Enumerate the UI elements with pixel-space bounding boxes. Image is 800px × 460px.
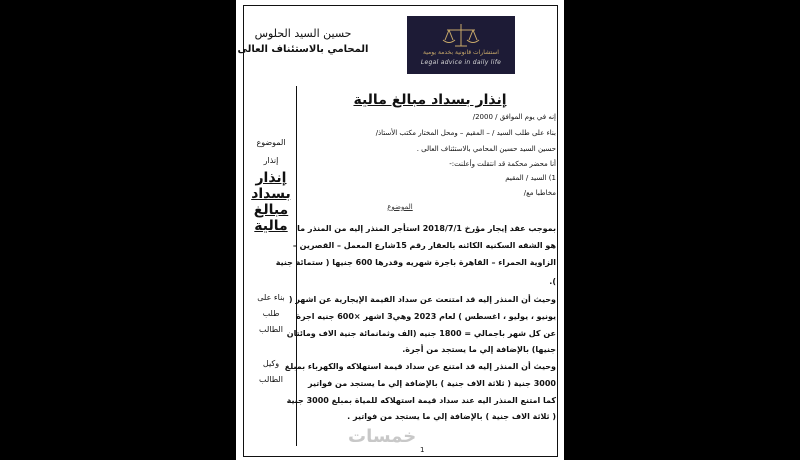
logo-arabic-text: استشارات قانونية بخدمة يومية — [423, 49, 499, 56]
body-line: جنيها) بالإضافة إلي ما يستجد من أجرة. — [402, 345, 556, 354]
body-line: ( ثلاثة الاف جنية ) بالإضافة إلي ما يستجد من فواتير . — [347, 412, 556, 421]
body-line: الزاوية الحمراء – القاهرة باجرة شهريه وقدرها 600 جنيها ( ستمائة جنية — [275, 258, 556, 267]
header-line: أنا محضر محكمة قد انتقلت وأعلنت:- — [449, 160, 556, 168]
header-line: بناء على طلب السيد / – المقيم – ومحل المختار مكتب الأستاذ/ — [375, 129, 556, 137]
lawyer-name: حسين السيد الحلوس — [254, 27, 352, 40]
subject-big — [246, 170, 296, 234]
header-line: إنه في يوم الموافق / 2000/ — [472, 113, 556, 121]
watermark: خمسات — [348, 426, 417, 447]
body-line: هو الشقه السكنيه الكائنه بالعقار رقم 15شارع المعمل – القصرين – — [292, 241, 556, 250]
body-line: يونيو ، يوليو ، اغسطس ) لعام 2023 وهي3 اشهر ×600 جنيه اجرة — [296, 312, 556, 321]
body-line: وحيث أن المنذر إليه قد امتنع عن سداد قيمة استهلاكه والكهرباء بمبلغ — [284, 362, 556, 371]
page-number: 1 — [420, 446, 425, 454]
body-line: بموجب عقد إيجار مؤرخ 2018/7/1 استأجر المنذر إليه من المنذر ما — [297, 224, 556, 233]
body-line: ). — [549, 277, 556, 286]
subject-big-line: مالية — [254, 218, 288, 234]
body-line: كما امتنع المنذر اليه عند سداد قيمة استهلاكه للمياة بمبلغ 3000 جنية — [286, 396, 556, 405]
subject-big-line: بسداد — [251, 186, 291, 202]
agent-line: الطالب — [259, 375, 283, 384]
logo-english-text: Legal advice in daily life — [420, 59, 502, 66]
header-line: 1) السيد / المقيم — [505, 174, 556, 182]
subject-big-line: مبالغ — [253, 202, 289, 218]
agent-block — [246, 356, 296, 388]
firm-logo — [407, 16, 515, 74]
subject-label: الموضوع — [256, 138, 286, 147]
request-line: طلب — [262, 309, 280, 318]
agent-line: وكيل — [262, 359, 280, 368]
notice-label: إنذار — [263, 156, 279, 165]
section-title: الموضوع — [387, 203, 413, 211]
body-line: وحيث أن المنذر إليه قد امتنعت عن سداد القيمة الإيجارية عن اشهر ( — [288, 295, 556, 304]
header-line: مخاطبا مع/ — [523, 189, 556, 197]
lawyer-title: المحامي بالاستئناف العالى — [237, 44, 369, 55]
body-line: عن كل شهر باجمالي = 1800 جنيه (الف وثمانمائة جنية الاف ومائتان — [286, 329, 556, 338]
body-line: 3000 جنية ( ثلاثة الاف جنية ) بالإضافة إلي ما يستجد من فواتير — [308, 379, 556, 388]
header-line: حسين السيد حسين المحامي بالاستئناف العالى . — [416, 145, 556, 153]
document-title: إنذار بسداد مبالغ مالية — [353, 92, 507, 108]
request-line: الطالب — [259, 325, 283, 334]
subject-big-line: إنذار — [255, 170, 287, 186]
request-line: بناء على — [257, 293, 285, 302]
